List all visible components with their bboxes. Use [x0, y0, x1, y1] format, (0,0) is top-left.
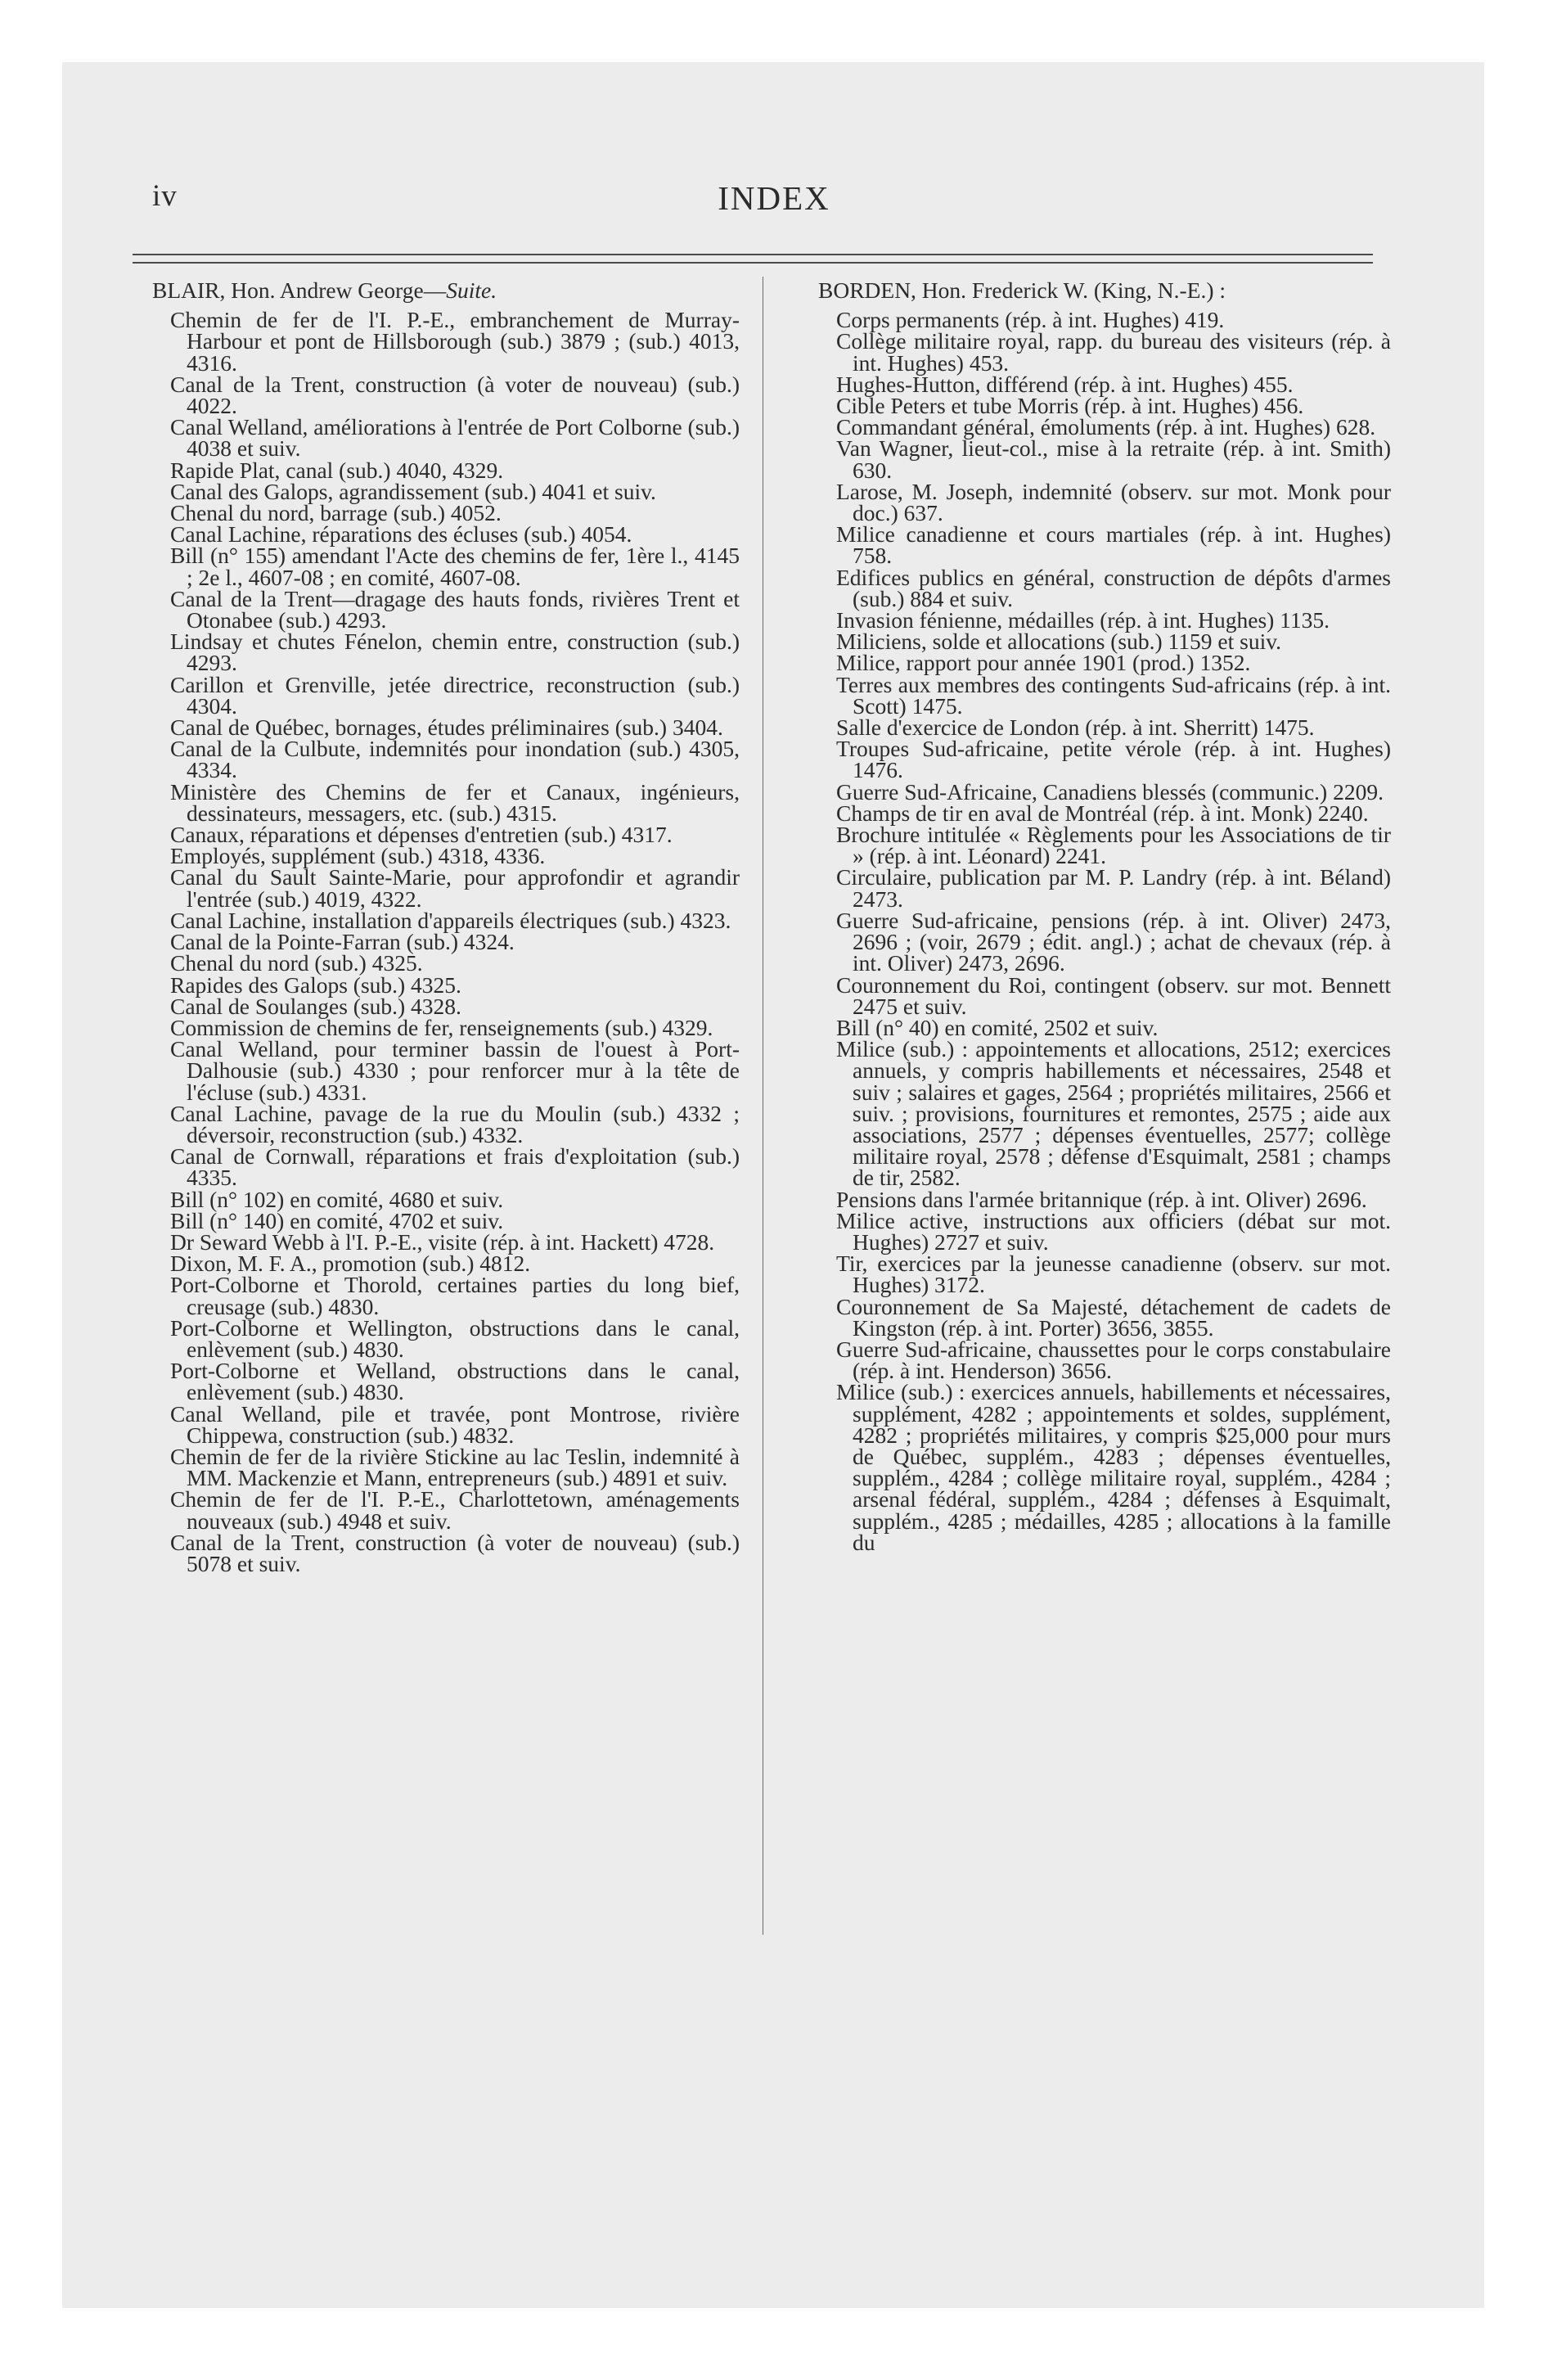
index-entry: Canaux, réparations et dépenses d'entretien (sub.) 4317.	[170, 822, 673, 848]
header-rule-bottom	[133, 262, 1373, 264]
index-entry: Dixon, M. F. A., promotion (sub.) 4812.	[170, 1251, 531, 1277]
header-rule-top	[133, 254, 1373, 255]
index-entry: Milice (sub.) : appointements et allocations, 2512; exercices annuels, y compris habillements et nécessaires, 2548 et suiv ; salaires et gages, 2564 ; propriétés militaires, 2566 et suiv. ; provisions, fournitures et remontes, 2575 ; aide aux associations, 2577 ; dépenses éventuelles, 2577; collège militaire royal, 2578 ; défense d'Esquimalt, 2581 ; champs de tir, 2582.	[836, 1036, 1391, 1191]
index-entry: Canal Lachine, installation d'appareils électriques (sub.) 4323.	[170, 907, 731, 933]
index-entry: Terres aux membres des contingents Sud-africains (rép. à int. Scott) 1475.	[836, 671, 1391, 719]
index-entry: Larose, M. Joseph, indemnité (observ. sur mot. Monk pour doc.) 637.	[836, 478, 1391, 526]
index-entry: Milice (sub.) : exercices annuels, habillements et nécessaires, supplément, 4282 ; appointements et soldes, supplément, 4282 ; propriétés militaires, y compris $25,000 pour murs de Québec, supplém., 4283 ; dépenses éventuelles, supplém., 4284 ; collège militaire royal, supplém., 4284 ; arsenal fédéral, supplém., 4284 ; défenses à Esquimalt, supplém., 4285 ; médailles, 4285 ; allocations à la famille du	[836, 1379, 1391, 1555]
page-number: iv	[152, 179, 178, 213]
left-heading-name: BLAIR, Hon. Andrew George—	[152, 277, 447, 303]
index-entry: Bill (n° 140) en comité, 4702 et suiv.	[170, 1207, 504, 1233]
index-entry: Bill (n° 102) en comité, 4680 et suiv.	[170, 1186, 504, 1212]
index-entry: Chenal du nord (sub.) 4325.	[170, 950, 423, 976]
right-entry-list	[818, 309, 1391, 1553]
left-heading-suite: Suite.	[446, 277, 497, 303]
index-entry: Chemin de fer de l'I. P.-E., Charlottetown, aménagements nouveaux (sub.) 4948 et suiv.	[170, 1486, 740, 1534]
index-entry: Employés, supplément (sub.) 4318, 4336.	[170, 843, 546, 869]
index-entry: Canal Welland, pile et travée, pont Montrose, rivière Chippewa, construction (sub.) 4832.	[170, 1400, 740, 1448]
index-entry: Champs de tir en aval de Montréal (rép. à int. Monk) 2240.	[836, 800, 1369, 826]
index-entry: Commission de chemins de fer, renseignements (sub.) 4329.	[170, 1014, 713, 1040]
index-entry: Guerre Sud-africaine, pensions (rép. à int. Oliver) 2473, 2696 ; (voir, 2679 ; édit. angl.) ; achat de chevaux (rép. à int. Oliver) 2473, 2696.	[836, 907, 1391, 976]
index-entry: Salle d'exercice de London (rép. à int. Sherritt) 1475.	[836, 714, 1315, 741]
index-entry: Canal Welland, pour terminer bassin de l'ouest à Port-Dalhousie (sub.) 4330 ; pour renforcer mur à la tête de l'écluse (sub.) 4331.	[170, 1036, 740, 1105]
index-entry: Bill (n° 40) en comité, 2502 et suiv.	[836, 1014, 1159, 1040]
index-entry: Couronnement du Roi, contingent (observ. sur mot. Bennett 2475 et suiv.	[836, 971, 1391, 1019]
index-entry: Canal de la Trent, construction (à voter de nouveau) (sub.) 4022.	[170, 371, 740, 419]
index-entry: Guerre Sud-africaine, chaussettes pour le corps constabulaire (rép. à int. Henderson) 3656.	[836, 1336, 1391, 1384]
index-entry: Port-Colborne et Welland, obstructions dans le canal, enlèvement (sub.) 4830.	[170, 1358, 740, 1405]
right-column-heading: BORDEN, Hon. Frederick W. (King, N.-E.) :	[818, 277, 1226, 303]
index-entry: Milice, rapport pour année 1901 (prod.) 1352.	[836, 650, 1251, 676]
index-entry: Milice active, instructions aux officiers (débat sur mot. Hughes) 2727 et suiv.	[836, 1207, 1391, 1255]
index-entry: Bill (n° 155) amendant l'Acte des chemins de fer, 1ère l., 4145 ; 2e l., 4607-08 ; en comité, 4607-08.	[170, 543, 740, 590]
index-entry: Edifices publics en général, construction de dépôts d'armes (sub.) 884 et suiv.	[836, 564, 1391, 611]
index-entry: Canal des Galops, agrandissement (sub.) 4041 et suiv.	[170, 478, 656, 504]
index-entry: Dr Seward Webb à l'I. P.-E., visite (rép. à int. Hackett) 4728.	[170, 1228, 715, 1255]
page-title: INDEX	[718, 179, 830, 217]
index-entry: Rapides des Galops (sub.) 4325.	[170, 971, 461, 998]
index-entry: Chemin de fer de la rivière Stickine au lac Teslin, indemnité à MM. Mackenzie et Mann, entrepreneurs (sub.) 4891 et suiv.	[170, 1443, 740, 1491]
index-entry: Hughes-Hutton, différend (rép. à int. Hughes) 455.	[836, 371, 1294, 397]
index-entry: Corps permanents (rép. à int. Hughes) 419.	[836, 307, 1225, 333]
index-entry: Troupes Sud-africaine, petite vérole (rép. à int. Hughes) 1476.	[836, 736, 1391, 783]
index-entry: Carillon et Grenville, jetée directrice, reconstruction (sub.) 4304.	[170, 671, 740, 719]
index-entry: Commandant général, émoluments (rép. à int. Hughes) 628.	[836, 414, 1376, 440]
index-entry: Collège militaire royal, rapp. du bureau des visiteurs (rép. à int. Hughes) 453.	[836, 328, 1391, 376]
index-entry: Canal de Soulanges (sub.) 4328.	[170, 993, 461, 1019]
index-entry: Chemin de fer de l'I. P.-E., embranchement de Murray-Harbour et pont de Hillsborough (sub.) 3879 ; (sub.) 4013, 4316.	[170, 307, 740, 376]
index-entry: Cible Peters et tube Morris (rép. à int. Hughes) 456.	[836, 393, 1304, 419]
index-entry: Canal du Sault Sainte-Marie, pour approfondir et agrandir l'entrée (sub.) 4019, 4322.	[170, 864, 740, 912]
index-entry: Invasion fénienne, médailles (rép. à int. Hughes) 1135.	[836, 607, 1330, 633]
index-entry: Chenal du nord, barrage (sub.) 4052.	[170, 500, 502, 526]
index-entry: Tir, exercices par la jeunesse canadienne (observ. sur mot. Hughes) 3172.	[836, 1251, 1391, 1298]
index-entry: Port-Colborne et Thorold, certaines parties du long bief, creusage (sub.) 4830.	[170, 1272, 740, 1319]
right-column	[818, 277, 1391, 1555]
index-entry: Canal de la Trent, construction (à voter de nouveau) (sub.) 5078 et suiv.	[170, 1529, 740, 1576]
index-entry: Ministère des Chemins de fer et Canaux, ingénieurs, dessinateurs, messagers, etc. (sub.) 4315.	[170, 778, 740, 826]
left-column-heading	[152, 277, 740, 303]
index-entry: Miliciens, solde et allocations (sub.) 1159 et suiv.	[836, 629, 1282, 655]
index-entry: Canal Lachine, pavage de la rue du Moulin (sub.) 4332 ; déversoir, reconstruction (sub.) 4332.	[170, 1100, 740, 1147]
index-entry: Canal Lachine, réparations des écluses (sub.) 4054.	[170, 521, 632, 548]
index-entry: Port-Colborne et Wellington, obstructions dans le canal, enlèvement (sub.) 4830.	[170, 1314, 740, 1362]
left-column	[152, 277, 740, 1576]
index-entry: Canal de Cornwall, réparations et frais d'exploitation (sub.) 4335.	[170, 1143, 740, 1191]
index-entry: Pensions dans l'armée britannique (rép. à int. Oliver) 2696.	[836, 1186, 1367, 1212]
index-entry: Lindsay et chutes Fénelon, chemin entre, construction (sub.) 4293.	[170, 629, 740, 676]
index-entry: Milice canadienne et cours martiales (rép. à int. Hughes) 758.	[836, 521, 1391, 569]
index-entry: Van Wagner, lieut-col., mise à la retraite (rép. à int. Smith) 630.	[836, 435, 1391, 483]
index-entry: Canal de Québec, bornages, études préliminaires (sub.) 3404.	[170, 714, 723, 741]
index-entry: Canal de la Trent—dragage des hauts fonds, rivières Trent et Otonabee (sub.) 4293.	[170, 585, 740, 633]
index-entry: Brochure intitulée « Règlements pour les Associations de tir » (rép. à int. Léonard) 2241.	[836, 822, 1391, 869]
index-entry: Guerre Sud-Africaine, Canadiens blessés (communic.) 2209.	[836, 778, 1384, 805]
index-entry: Rapide Plat, canal (sub.) 4040, 4329.	[170, 457, 504, 483]
left-entry-list	[152, 309, 740, 1575]
index-entry: Canal de la Pointe-Farran (sub.) 4324.	[170, 929, 515, 955]
index-entry: Couronnement de Sa Majesté, détachement de cadets de Kingston (rép. à int. Porter) 3656, 3855.	[836, 1293, 1391, 1341]
index-entry: Canal Welland, améliorations à l'entrée de Port Colborne (sub.) 4038 et suiv.	[170, 414, 740, 462]
index-entry: Canal de la Culbute, indemnités pour inondation (sub.) 4305, 4334.	[170, 736, 740, 783]
index-entry: Circulaire, publication par M. P. Landry (rép. à int. Béland) 2473.	[836, 864, 1391, 912]
